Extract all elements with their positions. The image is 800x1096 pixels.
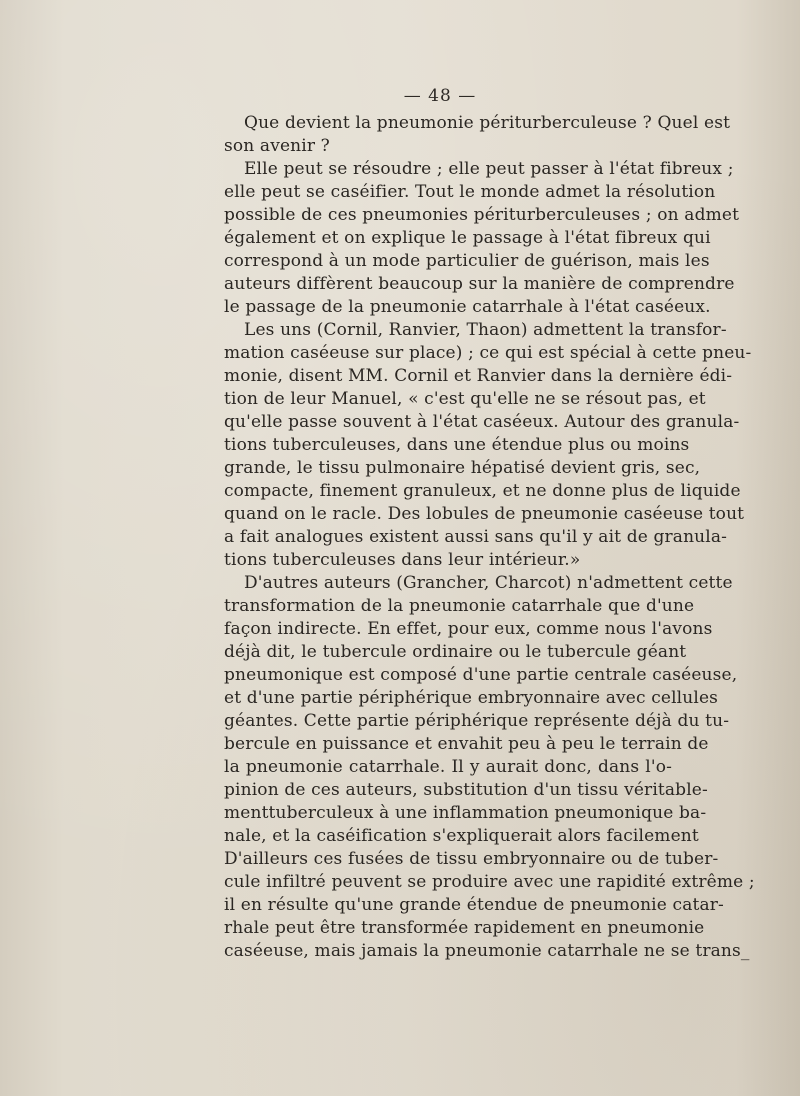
text-line: cule infiltré peuvent se produire avec une rapidité extrême ; [224, 872, 755, 892]
text-line: possible de ces pneumonies périturberculeuses ; on admet [224, 205, 740, 225]
text-line: tions tuberculeuses dans leur intérieur.» [224, 550, 581, 570]
text-line: Les uns (Cornil, Ranvier, Thaon) admettent la transfor- [244, 320, 727, 340]
text-line: transformation de la pneumonie catarrhale que d'une [224, 596, 695, 616]
text-line: correspond à un mode particulier de guérison, mais les [224, 251, 710, 271]
text-line: monie, disent MM. Cornil et Ranvier dans la dernière édi- [224, 366, 733, 386]
text-line: déjà dit, le tubercule ordinaire ou le tubercule géant [224, 642, 687, 662]
text-line: compacte, finement granuleux, et ne donne plus de liquide [224, 481, 741, 501]
text-line: Elle peut se résoudre ; elle peut passer à l'état fibreux ; [244, 159, 734, 179]
text-line: caséeuse, mais jamais la pneumonie catarrhale ne se trans_ [224, 941, 750, 961]
body-text [224, 112, 755, 963]
text-line: son avenir ? [224, 136, 330, 156]
text-line: auteurs diffèrent beaucoup sur la manière de comprendre [224, 274, 735, 294]
text-line: il en résulte qu'une grande étendue de pneumonie catar- [224, 895, 724, 915]
text-line: tions tuberculeuses, dans une étendue plus ou moins [224, 435, 690, 455]
text-line: également et on explique le passage à l'état fibreux qui [224, 228, 711, 248]
text-line: façon indirecte. En effet, pour eux, comme nous l'avons [224, 619, 713, 639]
text-line: bercule en puissance et envahit peu à peu le terrain de [224, 734, 709, 754]
page-number: — 48 — [403, 86, 477, 106]
text-line: D'autres auteurs (Grancher, Charcot) n'admettent cette [244, 573, 733, 593]
text-line: quand on le racle. Des lobules de pneumonie caséeuse tout [224, 504, 745, 524]
text-line: a fait analogues existent aussi sans qu'il y ait de granula- [224, 527, 728, 547]
text-line: menttuberculeux à une inflammation pneumonique ba- [224, 803, 707, 823]
text-line: Que devient la pneumonie périturberculeuse ? Quel est [244, 113, 731, 133]
text-line: grande, le tissu pulmonaire hépatisé devient gris, sec, [224, 458, 701, 478]
text-line: nale, et la caséification s'expliquerait alors facilement [224, 826, 699, 846]
text-line: rhale peut être transformée rapidement en pneumonie [224, 918, 705, 938]
text-line: le passage de la pneumonie catarrhale à l'état caséeux. [224, 297, 711, 317]
text-line: la pneumonie catarrhale. Il y aurait donc, dans l'o- [224, 757, 672, 777]
text-line: pinion de ces auteurs, substitution d'un tissu véritable- [224, 780, 708, 800]
text-line: qu'elle passe souvent à l'état caséeux. Autour des granula- [224, 412, 740, 432]
text-line: tion de leur Manuel, « c'est qu'elle ne se résout pas, et [224, 389, 706, 409]
text-line: D'ailleurs ces fusées de tissu embryonnaire ou de tuber- [224, 849, 719, 869]
text-line: et d'une partie périphérique embryonnaire avec cellules [224, 688, 719, 708]
text-line: pneumonique est composé d'une partie centrale caséeuse, [224, 665, 738, 685]
text-line: géantes. Cette partie périphérique représente déjà du tu- [224, 711, 730, 731]
text-line: mation caséeuse sur place) ; ce qui est spécial à cette pneu- [224, 343, 752, 363]
text-line: elle peut se caséifier. Tout le monde admet la résolution [224, 182, 716, 202]
